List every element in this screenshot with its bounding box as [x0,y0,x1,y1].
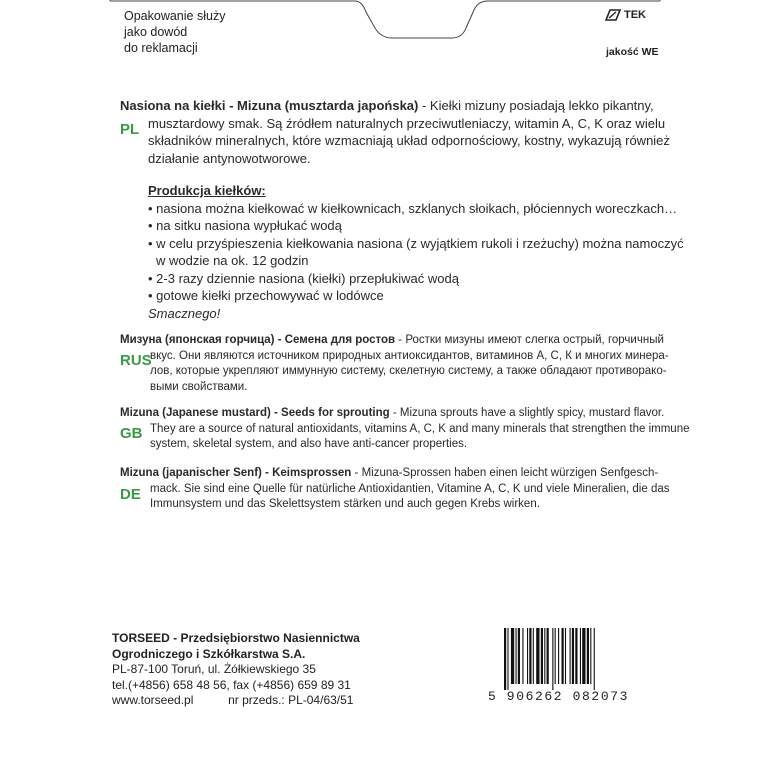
gb-description [120,406,690,453]
closing-text: Smacznego! [148,305,221,321]
barcode-bar [547,628,549,684]
list-item: • w celu przyśpieszenia kiełkowania nasiona (z wyjątkiem rukoli i rzeżuchy) można namoczyć [148,235,684,251]
company-brand: TORSEED [112,631,170,645]
production-list [148,200,708,305]
barcode-graphic [500,628,630,692]
producer-number: nr przeds.: PL-04/63/51 [228,693,354,707]
barcode-bar [570,628,571,684]
pl-description [120,97,700,167]
gb-text-line: system, skeletal system, and also have anti-cancer properties. [150,438,468,450]
logo-text: TEK [624,9,646,21]
quality-label: jakość WE [606,46,659,58]
notice-line: jako dowód [124,25,188,39]
company-name: - Przedsiębiorstwo Nasiennictwa [169,631,360,645]
leaf-icon [604,9,622,21]
tek-logo [604,9,646,21]
barcode-bar [504,628,506,690]
barcode-bar [516,628,517,684]
language-code-pl: PL [120,121,140,138]
de-text-line: - Mizuna-Sprossen haben einen leicht würzigen Senfgesch- [351,467,659,479]
barcode-bar [541,628,543,684]
barcode-bar [522,628,523,684]
barcode-bar [594,628,595,690]
barcode-bar [580,628,581,684]
barcode-bar [590,628,591,684]
de-text-line: mack. Sie sind eine Quelle für natürliche Antioxidantien, Vitamine A, C, K und viele Mineralien, die das [150,482,670,495]
company-address: PL-87-100 Toruń, ul. Żółkiewskiego 35 [112,662,316,676]
notice-line: Opakowanie służy [124,9,226,23]
pl-production [148,182,708,322]
barcode-bar [562,628,564,684]
barcode-bar [587,628,589,684]
gb-text-line: They are a source of natural antioxidants, vitamins A, C, K and many minerals that strengthen the immune [150,422,690,435]
barcode-bar [527,628,528,684]
barcode-bar [529,628,531,684]
barcode-bar [536,628,539,684]
list-item: • nasiona można kiełkować w kiełkownicach, szklanych słoikach, płóciennych woreczkach… [148,200,678,216]
pl-text-line: działanie antynowotworowe. [148,150,311,166]
pl-text-line: musztardowy smak. Są źródłem naturalnych przeciwutleniaczy, witamin A, C, K oraz wielu [148,115,666,131]
rus-text-line: вкус. Они являются источником природных антиоксидантов, витаминов А, С, К и многих минера- [150,349,669,362]
barcode-bar [582,628,585,684]
hang-hole-cutout [0,0,768,90]
barcode-bar [572,628,574,684]
notice-line: do reklamacji [124,41,198,55]
gb-text-line: - Mizuna sprouts have a slightly spicy, mustard flavor. [389,407,665,419]
list-item: w wodzie na ok. 12 godzin [156,253,309,268]
company-phone: tel.(+4856) 658 48 56, fax (+4856) 659 89 31 [112,677,351,692]
language-code-de: DE [120,486,141,503]
barcode-bar [555,628,556,684]
pl-text-line: składników mineralnych, które wzmacniają układ odpornościowy, kostny, wykazują również [148,133,670,148]
de-title: Mizuna (japanischer Senf) - Keimsprossen [120,467,352,479]
company-info [112,631,360,709]
language-code-rus: RUS [120,352,152,369]
rus-title: Мизуна (японская горчица) - Семена для ростов [120,334,396,346]
gb-title: Mizuna (Japanese mustard) - Seeds for sprouting [120,407,390,419]
barcode-digits: 5 906262 082073 [488,689,630,704]
pl-title: Nasiona na kiełki - Mizuna (musztarda japońska) [120,98,419,113]
rus-text-line: выми свойствами. [150,380,248,393]
rus-text-line: лов, которые укрепляют иммунную систему, скелетную систему, а также обладают противорако- [150,365,667,377]
de-description [120,466,690,513]
rus-description [120,333,680,395]
pl-text-line: - Kiełki mizuny posiadają lekko pikantny, [418,98,654,113]
rus-text-line: - Ростки мизуны имеют слегка острый, горчичный [395,334,664,346]
language-code-gb: GB [120,425,143,442]
production-title: Produkcja kiełków: [148,183,266,198]
company-website[interactable]: www.torseed.pl [112,693,194,707]
barcode-bar [552,628,553,690]
barcode-bar [511,628,514,684]
barcode-bar [575,628,577,684]
de-text-line: Immunsystem und das Skelettsystem stärken und auch gegen Krebs wirken. [150,498,540,510]
barcode-bar [544,628,545,684]
company-name-line2: Ogrodniczego i Szkółkarstwa S.A. [112,646,306,661]
list-item: • na sitku nasiona wypłukać wodą [148,218,342,233]
barcode-bar [518,628,520,684]
list-item: • gotowe kiełki przechowywać w lodówce [148,288,384,303]
barcode-bar [507,628,508,690]
barcode-bar [533,628,534,684]
barcode-bar [565,628,566,684]
complaint-notice [124,8,225,56]
barcode-bar [558,628,559,684]
list-item: • 2-3 razy dziennie nasiona (kiełki) przepłukiwać wodą [148,270,459,286]
